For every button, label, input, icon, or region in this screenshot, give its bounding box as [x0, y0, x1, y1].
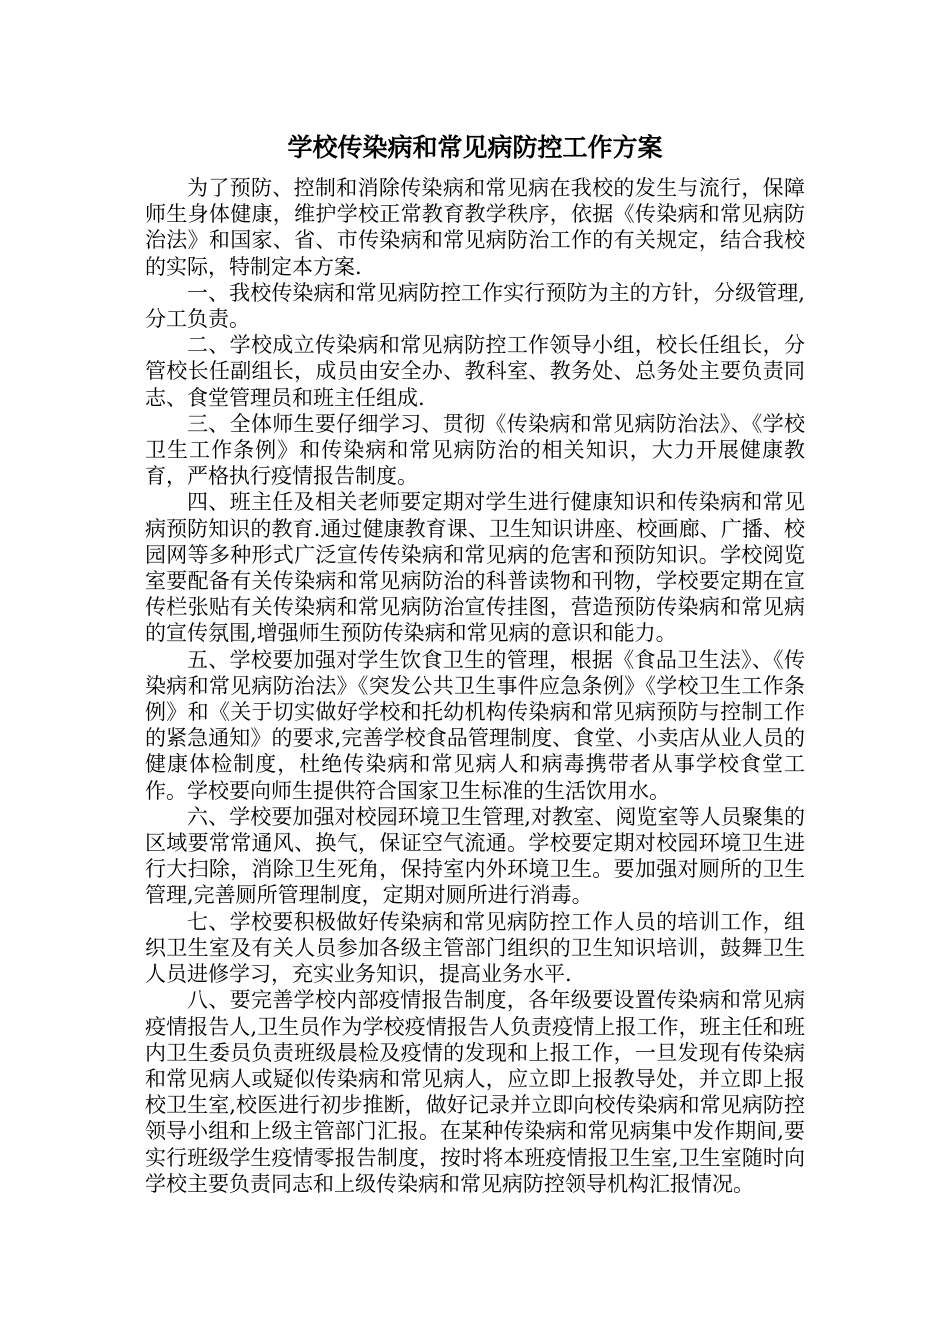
paragraph-6: 六、学校要加强对校园环境卫生管理,对教室、阅览室等人员聚集的区域要常常通风、换气，保证空气流通。学校要定期对校园环境卫生进行大扫除，消除卫生死角，保持室内外环境卫生。要加强对厕所的卫生管理,完善厕所管理制度，定期对厕所进行消毒。	[145, 804, 805, 908]
paragraph-2: 二、学校成立传染病和常见病防控工作领导小组，校长任组长，分管校长任副组长，成员由安全办、教科室、教务处、总务处主要负责同志、食堂管理员和班主任组成.	[145, 333, 805, 410]
document-body	[145, 175, 805, 1197]
paragraph-1: 一、我校传染病和常见病防控工作实行预防为主的方针，分级管理,分工负责。	[145, 280, 805, 332]
paragraph-5: 五、学校要加强对学生饮食卫生的管理，根据《食品卫生法》、《传染病和常见病防治法》《突发公共卫生事件应急条例》《学校卫生工作条例》和《关于切实做好学校和托幼机构传染病和常见病预防与控制工作的紧急通知》的要求,完善学校食品管理制度、食堂、小卖店从业人员的健康体检制度，杜绝传染病和常见病人和病毒携带者从事学校食堂工作。学校要向师生提供符合国家卫生标准的生活饮用水。	[145, 647, 805, 803]
paragraph-8: 八、要完善学校内部疫情报告制度，各年级要设置传染病和常见病疫情报告人,卫生员作为学校疫情报告人负责疫情上报工作，班主任和班内卫生委员负责班级晨检及疫情的发现和上报工作，一旦发现有传染病和常见病人或疑似传染病和常见病人，应立即上报教导处，并立即上报校卫生室,校医进行初步推断，做好记录并立即向校传染病和常见病防控领导小组和上级主管部门汇报。在某种传染病和常见病集中发作期间,要实行班级学生疫情零报告制度，按时将本班疫情报卫生室,卫生室随时向学校主要负责同志和上级传染病和常见病防控领导机构汇报情况。	[145, 988, 805, 1196]
paragraph-4: 四、班主任及相关老师要定期对学生进行健康知识和传染病和常见病预防知识的教育.通过健康教育课、卫生知识讲座、校画廊、广播、校园网等多种形式广泛宣传传染病和常见病的危害和预防知识。学校阅览室要配备有关传染病和常见病防治的科普读物和刊物，学校要定期在宣传栏张贴有关传染病和常见病防治宣传挂图，营造预防传染病和常见病的宣传氛围,增强师生预防传染病和常见病的意识和能力。	[145, 490, 805, 646]
document-title: 学校传染病和常见病防控工作方案	[287, 133, 663, 162]
paragraph-3: 三、全体师生要仔细学习、贯彻《传染病和常见病防治法》、《学校卫生工作条例》和传染病和常见病防治的相关知识，大力开展健康教育，严格执行疫情报告制度。	[145, 411, 805, 489]
paragraph-7: 七、学校要积极做好传染病和常见病防控工作人员的培训工作，组织卫生室及有关人员参加各级主管部门组织的卫生知识培训，鼓舞卫生人员进修学习，充实业务知识，提高业务水平.	[145, 909, 805, 987]
paragraph-intro: 为了预防、控制和消除传染病和常见病在我校的发生与流行，保障师生身体健康，维护学校正常教育教学秩序，依据《传染病和常见病防治法》和国家、省、市传染病和常见病防治工作的有关规定，结合我校的实际，特制定本方案.	[145, 176, 805, 279]
